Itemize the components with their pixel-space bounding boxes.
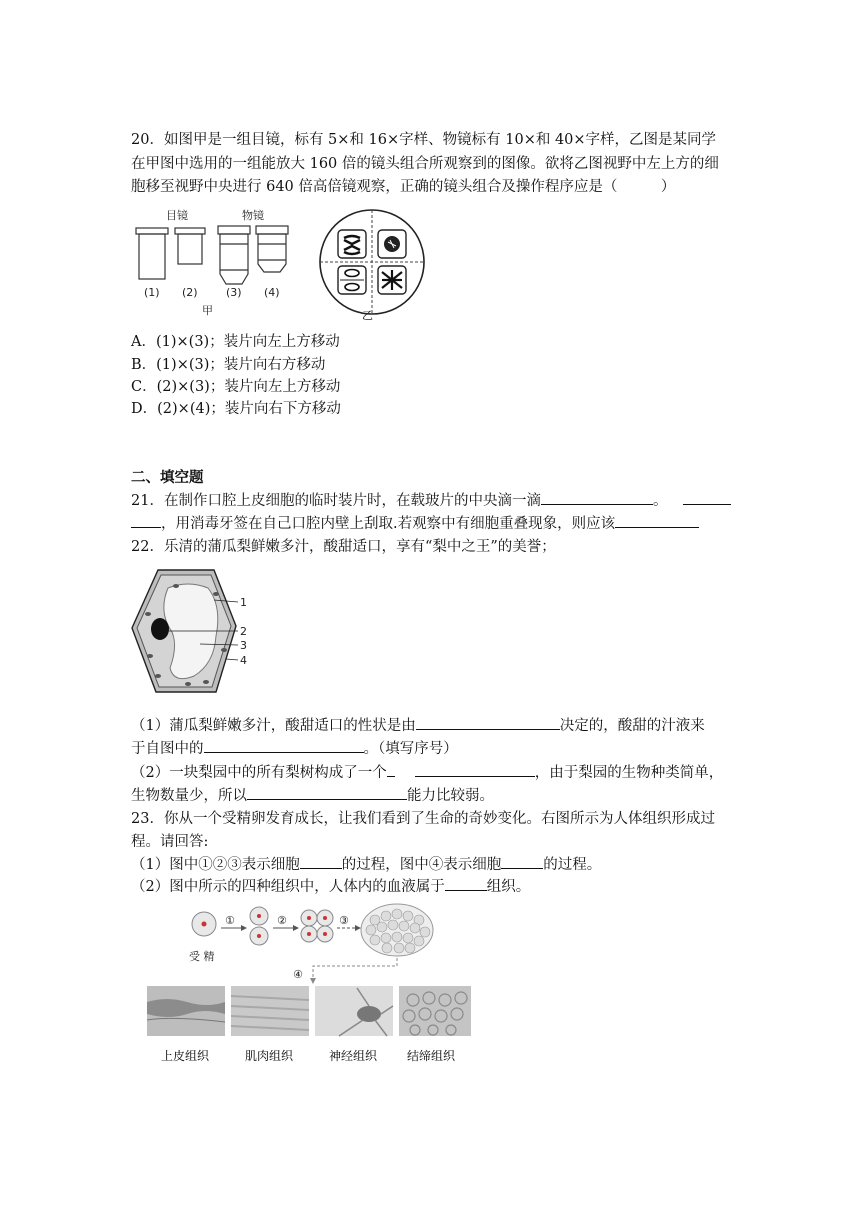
- q22-p2-text-3: 生物数量少，所以: [131, 788, 247, 804]
- q23-line-1: 23．你从一个受精卵发育成长，让我们看到了生命的奇妙变化。右图所示为人体组织形成过: [131, 811, 715, 827]
- q21-blank-2a[interactable]: [683, 490, 731, 505]
- section-title: 二、填空题: [131, 469, 204, 486]
- eyepiece-2-icon: [175, 228, 205, 264]
- q23-blank-1[interactable]: [300, 854, 342, 869]
- q22-blank-3a[interactable]: [387, 762, 395, 777]
- q22-p2-text-1: （2）一块梨园中的所有梨树构成了一个: [131, 765, 387, 781]
- lens-label-1: (1): [144, 286, 160, 299]
- tissue-label-epithelial: 上皮组织: [161, 1049, 210, 1063]
- q22-part2-line2: [131, 785, 494, 807]
- q20-option-b: B．(1)×(3)；装片向右方移动: [131, 357, 326, 373]
- step-1-label: ①: [225, 914, 235, 927]
- connective-tissue-image: [399, 986, 471, 1036]
- q22-part2-line1: [131, 762, 723, 784]
- epithelial-tissue-image: [147, 986, 225, 1036]
- cell-top-right-icon: [378, 230, 406, 258]
- figure-yi-label: 乙: [362, 309, 373, 320]
- q20-line-3: 胞移至视野中央进行 640 倍高倍镜观察，正确的镜头组合及操作程序应是（ ）: [131, 179, 676, 195]
- plant-cell-figure: [128, 566, 258, 696]
- muscle-tissue-image: [231, 986, 309, 1036]
- cell-cluster-icon: [361, 904, 433, 956]
- fertilized-label: 受 精: [189, 950, 215, 963]
- nerve-tissue-image: [315, 986, 393, 1036]
- objective-label: 物镜: [242, 209, 264, 222]
- four-cells-icon: [301, 910, 333, 942]
- q23-p1-text-1: （1）图中①②③表示细胞: [131, 857, 300, 873]
- q22-p2-text-4: 能力比较弱。: [407, 788, 494, 804]
- q20-line-1: 20．如图甲是一组目镜，标有 5×和 16×字样、物镜标有 10×和 40×字样，乙图是某同学: [131, 132, 717, 148]
- q23-p1-text-2: 的过程，图中④表示细胞: [341, 857, 502, 873]
- objective-4-icon: [256, 226, 288, 272]
- q22-p1-text-1: （1）蒲瓜梨鲜嫩多汁，酸甜适口的性状是由: [131, 718, 416, 734]
- q21-line-1: [131, 490, 731, 512]
- q22-part1-line1: [131, 715, 705, 737]
- q23-blank-3[interactable]: [445, 876, 487, 891]
- lens-figure: [132, 204, 302, 319]
- q23-part2: [131, 876, 530, 898]
- q23-blank-2[interactable]: [501, 854, 543, 869]
- q20-option-a: A．(1)×(3)；装片向左上方移动: [131, 334, 340, 350]
- q22-blank-1[interactable]: [416, 715, 560, 730]
- cell-label-1: 1: [240, 596, 247, 609]
- cell-bottom-right-icon: [378, 266, 406, 294]
- step-3-label: ③: [339, 914, 349, 927]
- step-4-label: ④: [293, 968, 303, 981]
- tissue-label-muscle: 肌肉组织: [245, 1049, 294, 1063]
- q22-part1-line2: [131, 738, 458, 760]
- step-2-label: ②: [277, 914, 287, 927]
- q22-p1-text-4: 。（填写序号）: [363, 741, 458, 757]
- q22-p1-text-3: 于自图中的: [131, 741, 204, 757]
- tissue-label-nerve: 神经组织: [329, 1049, 378, 1063]
- q22-blank-3[interactable]: [415, 762, 535, 777]
- field-of-view-figure: [318, 208, 430, 320]
- cell-label-3: 3: [240, 639, 247, 652]
- q22-intro: 22．乐清的蒲瓜梨鲜嫩多汁，酸甜适口，享有“梨中之王”的美誉；: [131, 539, 556, 555]
- tissue-formation-figure: [143, 902, 473, 1072]
- q21-line-2: [131, 513, 699, 535]
- q23-p2-text-2: 组织。: [486, 879, 531, 895]
- figure-jia-label: 甲: [202, 304, 213, 317]
- q22-blank-2[interactable]: [204, 738, 364, 753]
- lens-label-2: (2): [182, 286, 198, 299]
- q21-blank-2b[interactable]: [131, 513, 161, 528]
- q23-part1: [131, 854, 601, 876]
- q21-text-3: ，用消毒牙签在自己口腔内壁上刮取.若观察中有细胞重叠现象，则应该: [161, 516, 616, 532]
- q21-text-2: 。: [652, 493, 668, 509]
- q22-p1-text-2: 决定的，酸甜的汁液来: [559, 718, 705, 734]
- q23-p2-text-1: （2）图中所示的四种组织中，人体内的血液属于: [131, 879, 445, 895]
- cell-top-left-icon: [338, 230, 366, 258]
- q20-option-d: D．(2)×(4)；装片向右下方移动: [131, 401, 341, 417]
- q23-p1-text-3: 的过程。: [543, 857, 602, 873]
- q22-blank-4[interactable]: [247, 785, 407, 800]
- lens-label-3: (3): [226, 286, 242, 299]
- q20-line-2: 在甲图中选用的一组能放大 160 倍的镜头组合所观察到的图像。欲将乙图视野中左上方的细: [131, 156, 719, 172]
- eyepiece-label: 目镜: [166, 209, 188, 222]
- tissue-label-connective: 结缔组织: [407, 1049, 456, 1063]
- q21-blank-3[interactable]: [615, 513, 699, 528]
- cell-label-2: 2: [240, 625, 247, 638]
- q23-line-2: 程。请回答:: [131, 834, 209, 850]
- two-cells-icon: [250, 907, 268, 945]
- eyepiece-1-icon: [136, 228, 168, 279]
- cell-bottom-left-icon: [338, 266, 366, 294]
- zygote-icon: [192, 912, 216, 936]
- lens-label-4: (4): [264, 286, 280, 299]
- q21-text-1: 21．在制作口腔上皮细胞的临时装片时，在载玻片的中央滴一滴: [131, 493, 541, 509]
- q21-blank-1[interactable]: [541, 490, 653, 505]
- cell-label-4: 4: [240, 654, 247, 667]
- objective-3-icon: [218, 226, 250, 284]
- q20-option-c: C．(2)×(3)；装片向左上方移动: [131, 379, 341, 395]
- q22-p2-text-2: ，由于梨园的生物种类简单，: [534, 765, 724, 781]
